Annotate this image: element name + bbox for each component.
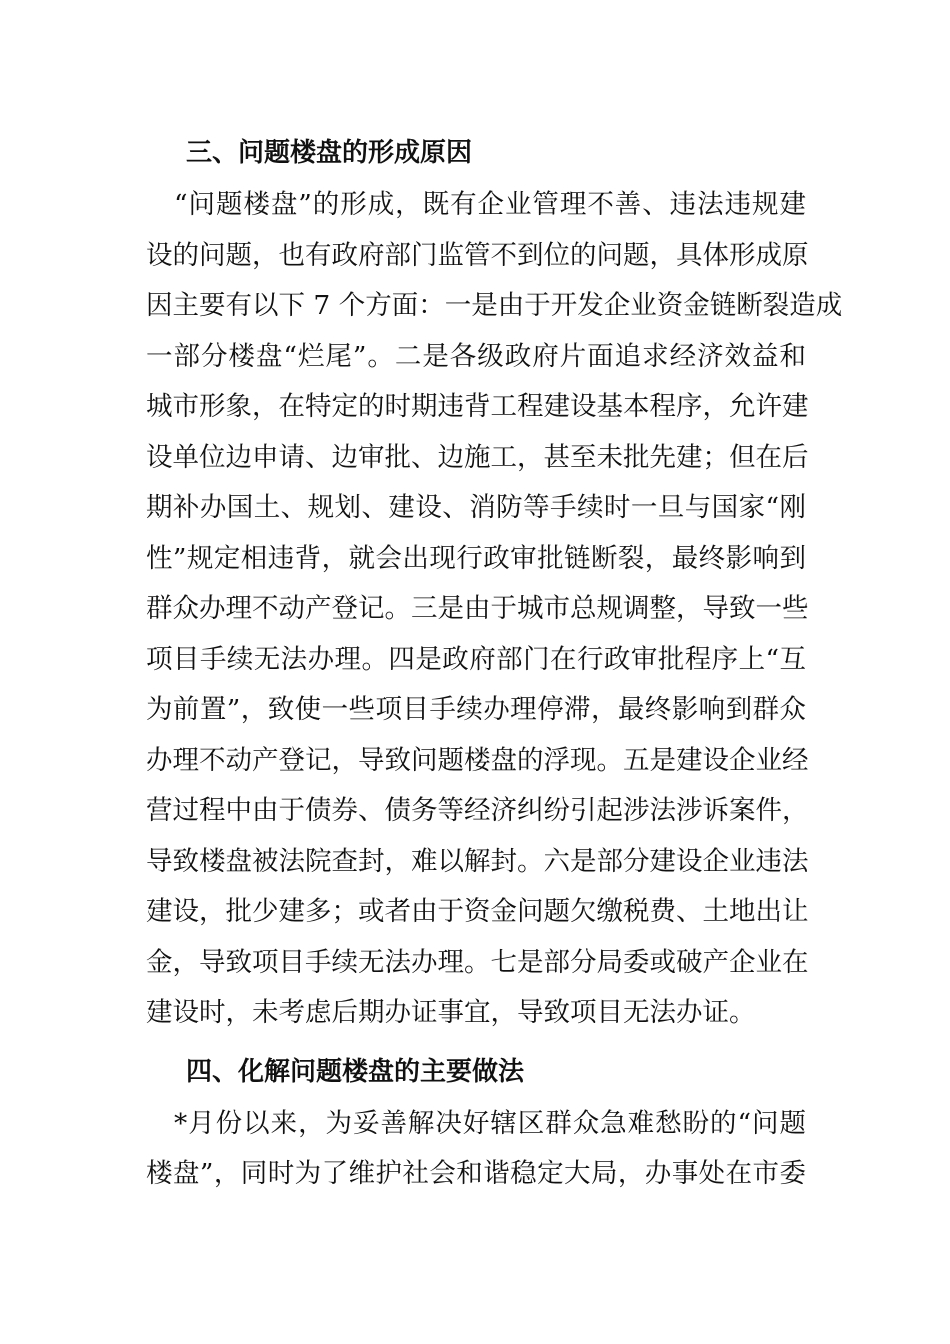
paragraph-line: 导致楼盘被法院查封，难以解封。六是部分建设企业违法 xyxy=(146,845,809,877)
paragraph-line: 金，导致项目手续无法办理。七是部分局委或破产企业在 xyxy=(146,946,809,978)
paragraph-line: 因主要有以下 7 个方面：一是由于开发企业资金链断裂造成 xyxy=(146,290,843,321)
paragraph-line: *月份以来，为妥善解决好辖区群众急难愁盼的“问题 xyxy=(174,1107,806,1139)
section-3-paragraph xyxy=(146,180,843,1039)
paragraph-line: 办理不动产登记，导致问题楼盘的浮现。五是建设企业经 xyxy=(146,744,809,776)
paragraph-line: 为前置”，致使一些项目手续办理停滞，最终影响到群众 xyxy=(146,694,806,725)
paragraph-line: 设的问题，也有政府部门监管不到位的问题，具体形成原 xyxy=(146,239,809,271)
section-heading-3: 三、问题楼盘的形成原因 xyxy=(186,138,473,168)
document-body xyxy=(146,128,843,1208)
paragraph-line: 建设，批少建多；或者由于资金问题欠缴税费、土地出让 xyxy=(146,896,809,927)
paragraph-line: “问题楼盘”的形成，既有企业管理不善、违法违规建 xyxy=(174,189,806,220)
paragraph-line: 城市形象，在特定的时期违背工程建设基本程序，允许建 xyxy=(146,391,809,422)
paragraph-line: 项目手续无法办理。四是政府部门在行政审批程序上“互 xyxy=(146,643,806,675)
paragraph-line: 营过程中由于债券、债务等经济纠纷引起涉法涉诉案件， xyxy=(146,795,809,826)
paragraph-line: 设单位边申请、边审批、边施工，甚至未批先建；但在后 xyxy=(146,441,809,473)
paragraph-line: 一部分楼盘“烂尾”。二是各级政府片面追求经济效益和 xyxy=(146,340,806,372)
paragraph-line: 楼盘”，同时为了维护社会和谐稳定大局，办事处在市委 xyxy=(146,1158,806,1189)
paragraph-line: 期补办国土、规划、建设、消防等手续时一旦与国家“刚 xyxy=(146,492,806,523)
paragraph-line: 群众办理不动产登记。三是由于城市总规调整，导致一些 xyxy=(146,593,809,624)
section-4-paragraph xyxy=(146,1099,806,1200)
paragraph-line: 性”规定相违背，就会出现行政审批链断裂，最终影响到 xyxy=(146,542,806,574)
paragraph-line: 建设时，未考虑后期办证事宜，导致项目无法办证。 xyxy=(146,997,756,1028)
section-heading-4: 四、化解问题楼盘的主要做法 xyxy=(186,1056,525,1087)
